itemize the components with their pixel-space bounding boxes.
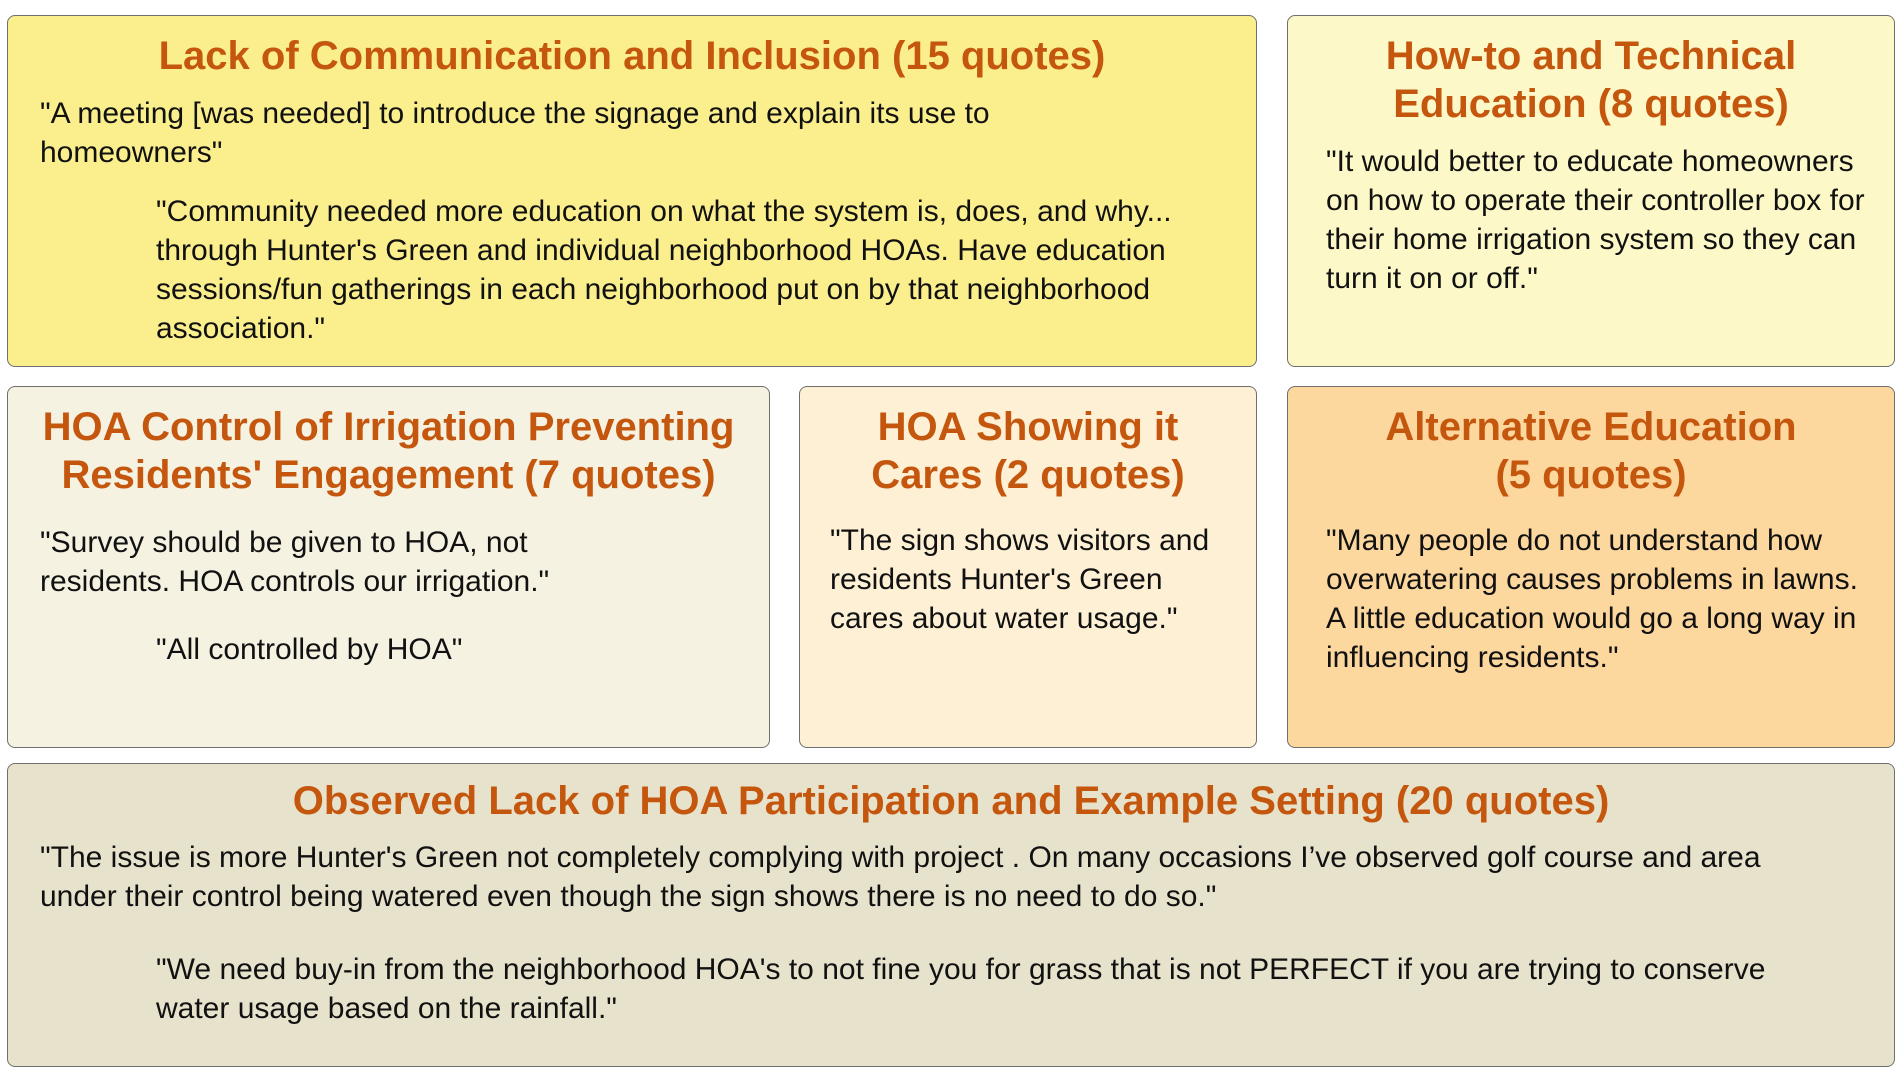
quote-buy-in: "We need buy-in from the neighborhood HOA's to not fine you for grass that is not PERFECT if you are trying to conserve water usage based on the rainfall."	[156, 953, 1766, 1025]
quote-overwatering: "Many people do not understand how overwatering causes problems in lawns. A little education would go a long way in influencing residents."	[1326, 524, 1858, 674]
quote-controller-box: "It would better to educate homeowners on how to operate their controller box for their home irrigation system so they can turn it on or off."	[1326, 145, 1865, 295]
panel-howto	[1287, 15, 1895, 367]
panel-observed	[7, 763, 1895, 1067]
quote-survey-hoa: "Survey should be given to HOA, not residents. HOA controls our irrigation."	[40, 526, 550, 598]
panel-title-communication: Lack of Communication and Inclusion (15 quotes)	[158, 34, 1106, 78]
quote-all-controlled: "All controlled by HOA"	[156, 633, 463, 666]
quote-golf-course: "The issue is more Hunter's Green not completely complying with project . On many occasions I’ve observed golf course and area under their control being watered even though the sign shows there is no need to do so."	[40, 841, 1761, 913]
panel-title-alternative: Alternative Education (5 quotes)	[1385, 405, 1797, 497]
panel-title-observed: Observed Lack of HOA Participation and Example Setting (20 quotes)	[292, 779, 1610, 823]
panel-hoa-control	[7, 386, 770, 748]
quote-community-education: "Community needed more education on what the system is, does, and why... through Hunter's Green and individual neighborhood HOAs. Have education sessions/fun gatherings in each neighborhood put on by that neighborhood association."	[156, 195, 1172, 345]
panel-hoa-cares	[799, 386, 1257, 748]
quote-meeting: "A meeting [was needed] to introduce the signage and explain its use to homeowners"	[40, 97, 990, 169]
panel-communication	[7, 15, 1257, 367]
panel-title-hoa-control: HOA Control of Irrigation Preventing Residents' Engagement (7 quotes)	[42, 405, 735, 497]
panel-title-howto: How-to and Technical Education (8 quotes)	[1385, 34, 1797, 126]
panel-title-hoa-cares: HOA Showing it Cares (2 quotes)	[871, 405, 1185, 497]
panel-alternative	[1287, 386, 1895, 748]
quote-sign-shows: "The sign shows visitors and residents Hunter's Green cares about water usage."	[830, 524, 1210, 635]
